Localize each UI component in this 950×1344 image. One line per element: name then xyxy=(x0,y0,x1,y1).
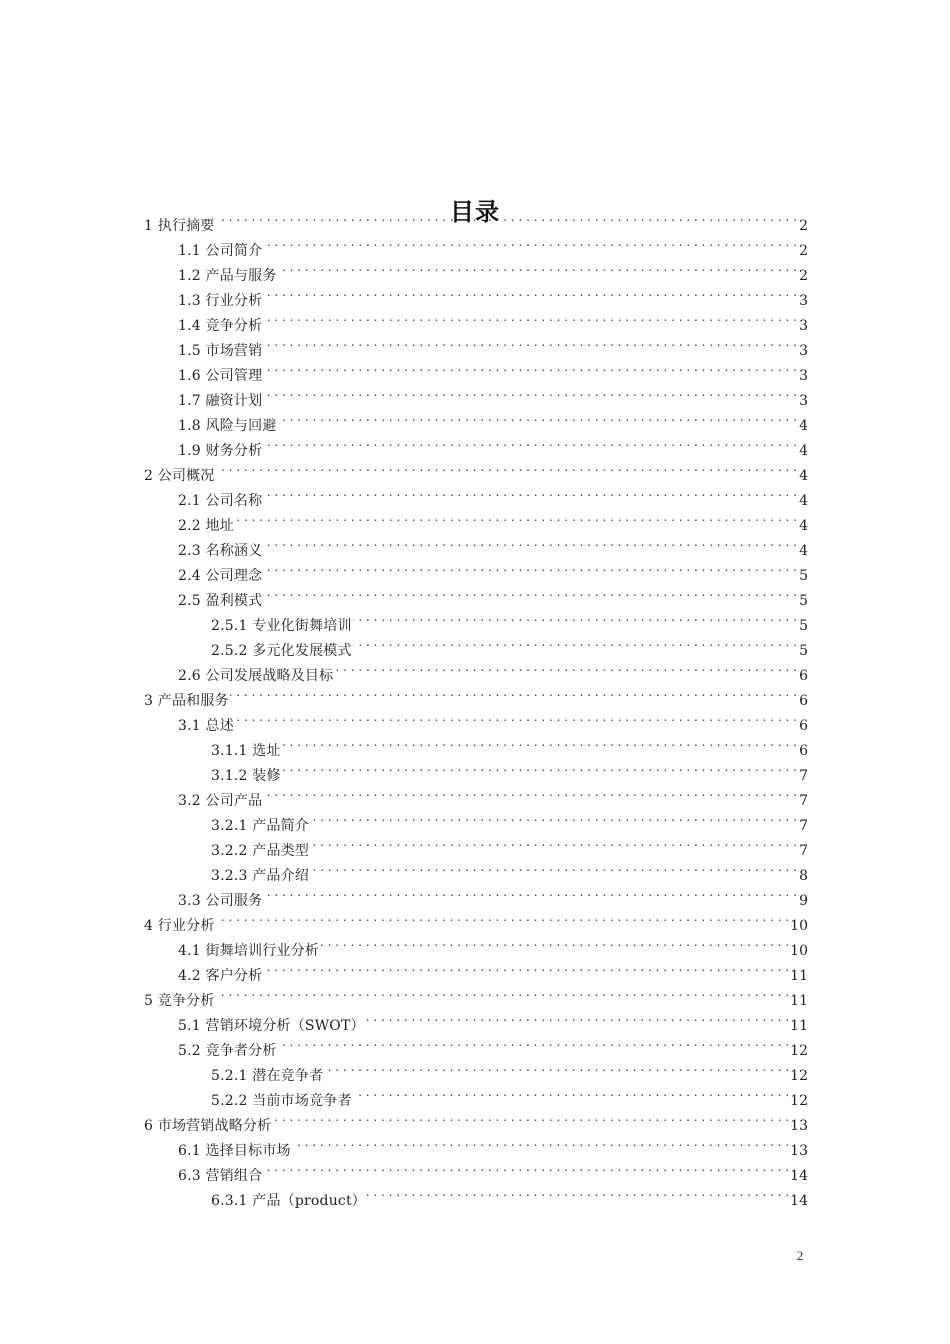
toc-entry[interactable] xyxy=(144,230,808,259)
toc-entry-label: 4 行业分析 xyxy=(144,918,215,934)
toc-entry-label: 3.2.3 产品介绍 xyxy=(211,868,310,884)
toc-entry-page: 5 xyxy=(799,593,808,609)
toc-entry[interactable] xyxy=(144,480,808,509)
toc-entry-page: 12 xyxy=(790,1093,808,1109)
toc-entry[interactable] xyxy=(144,705,808,734)
toc-entry-label: 6.1 选择目标市场 xyxy=(178,1143,291,1159)
toc-dot-leader xyxy=(216,905,790,930)
toc-entry-label: 1.8 风险与回避 xyxy=(178,418,277,434)
toc-entry-page: 9 xyxy=(799,893,808,909)
toc-dot-leader xyxy=(353,630,797,655)
toc-dot-leader xyxy=(310,805,797,830)
toc-entry-label: 3.1.1 选址 xyxy=(211,743,281,759)
page-number: 2 xyxy=(796,1248,804,1263)
toc-entry-label: 1.4 竞争分析 xyxy=(178,318,263,334)
toc-entry-page: 3 xyxy=(799,318,808,334)
toc-entry-label: 2.5.1 专业化街舞培训 xyxy=(211,618,352,634)
toc-dot-leader xyxy=(310,855,797,880)
toc-entry[interactable] xyxy=(144,205,808,234)
toc-dot-leader xyxy=(235,505,797,530)
toc-entry-label: 2.5.2 多元化发展模式 xyxy=(211,643,352,659)
toc-dot-leader xyxy=(366,1005,789,1030)
toc-dot-leader xyxy=(263,530,797,555)
toc-entry-page: 4 xyxy=(799,543,808,559)
toc-dot-leader xyxy=(263,305,797,330)
toc-entry-page: 10 xyxy=(790,943,808,959)
toc-entry-label: 2.2 地址 xyxy=(178,518,234,534)
toc-entry-page: 11 xyxy=(790,993,808,1009)
toc-entry-page: 4 xyxy=(799,493,808,509)
toc-entry-page: 4 xyxy=(799,418,808,434)
toc-entry-page: 3 xyxy=(799,393,808,409)
toc-dot-leader xyxy=(216,455,797,480)
toc-dot-leader xyxy=(263,580,797,605)
toc-dot-leader xyxy=(292,1130,789,1155)
table-of-contents xyxy=(144,205,808,1209)
toc-entry-page: 7 xyxy=(799,818,808,834)
toc-dot-leader xyxy=(263,555,797,580)
toc-dot-leader xyxy=(320,930,789,955)
toc-entry-label: 2.3 名称涵义 xyxy=(178,543,263,559)
toc-entry-page: 11 xyxy=(790,968,808,984)
toc-dot-leader xyxy=(263,880,797,905)
toc-entry-page: 4 xyxy=(799,518,808,534)
toc-entry-label: 3.1 总述 xyxy=(178,718,234,734)
toc-entry-label: 2.1 公司名称 xyxy=(178,493,263,509)
toc-dot-leader xyxy=(263,430,797,455)
toc-entry-label: 4.2 客户分析 xyxy=(178,968,263,984)
toc-entry[interactable] xyxy=(144,980,808,1009)
toc-dot-leader xyxy=(310,830,797,855)
toc-dot-leader xyxy=(272,1105,789,1130)
toc-entry-page: 6 xyxy=(799,718,808,734)
toc-entry-label: 6.3.1 产品（product） xyxy=(211,1193,367,1209)
toc-entry-page: 4 xyxy=(799,443,808,459)
toc-entry-label: 3.2.2 产品类型 xyxy=(211,843,310,859)
toc-entry-label: 4.1 街舞培训行业分析 xyxy=(178,943,320,959)
toc-title: 目录 xyxy=(450,198,500,226)
toc-entry-label: 1.5 市场营销 xyxy=(178,343,263,359)
toc-dot-leader xyxy=(216,980,790,1005)
toc-entry-label: 5.2 竞争者分析 xyxy=(178,1043,277,1059)
toc-entry-label: 1.7 融资计划 xyxy=(178,393,263,409)
toc-entry[interactable] xyxy=(144,505,808,534)
toc-entry-page: 6 xyxy=(799,743,808,759)
toc-dot-leader xyxy=(263,330,797,355)
toc-entry[interactable] xyxy=(144,730,808,759)
toc-entry-page: 7 xyxy=(799,793,808,809)
toc-entry-label: 3 产品和服务 xyxy=(144,693,229,709)
toc-dot-leader xyxy=(230,680,797,705)
toc-entry-label: 3.1.2 装修 xyxy=(211,768,281,784)
toc-dot-leader xyxy=(263,955,789,980)
toc-entry-page: 4 xyxy=(799,468,808,484)
toc-entry-page: 14 xyxy=(790,1168,808,1184)
toc-dot-leader xyxy=(263,480,797,505)
toc-entry-page: 3 xyxy=(799,343,808,359)
toc-entry-label: 1.9 财务分析 xyxy=(178,443,263,459)
toc-entry[interactable] xyxy=(144,455,808,484)
toc-entry-label: 3.2.1 产品简介 xyxy=(211,818,310,834)
toc-dot-leader xyxy=(353,1080,790,1105)
toc-entry-page: 5 xyxy=(799,568,808,584)
toc-entry-page: 14 xyxy=(790,1193,808,1209)
toc-entry-page: 12 xyxy=(790,1043,808,1059)
toc-entry-label: 3.3 公司服务 xyxy=(178,893,263,909)
toc-entry[interactable] xyxy=(144,530,808,559)
toc-dot-leader xyxy=(282,755,797,780)
toc-dot-leader xyxy=(367,1180,789,1205)
toc-entry-label: 1.1 公司简介 xyxy=(178,243,263,259)
toc-entry-page: 2 xyxy=(799,218,808,234)
toc-entry-page: 6 xyxy=(799,693,808,709)
toc-entry-label: 1 执行摘要 xyxy=(144,218,215,234)
toc-entry-page: 2 xyxy=(799,243,808,259)
toc-dot-leader xyxy=(278,1030,790,1055)
toc-entry-page: 3 xyxy=(799,368,808,384)
toc-entry-label: 2.6 公司发展战略及目标 xyxy=(178,668,334,684)
toc-entry-label: 5 竞争分析 xyxy=(144,993,215,1009)
toc-entry-page: 5 xyxy=(799,618,808,634)
toc-entry-label: 1.2 产品与服务 xyxy=(178,268,277,284)
toc-entry-page: 7 xyxy=(799,843,808,859)
toc-entry[interactable] xyxy=(144,1005,808,1034)
toc-entry-label: 3.2 公司产品 xyxy=(178,793,263,809)
toc-entry-page: 2 xyxy=(799,268,808,284)
toc-dot-leader xyxy=(263,1155,789,1180)
toc-entry-label: 6 市场营销战略分析 xyxy=(144,1118,272,1134)
toc-entry-page: 6 xyxy=(799,668,808,684)
toc-entry-label: 5.1 营销环境分析（SWOT） xyxy=(178,1018,365,1034)
toc-dot-leader xyxy=(263,230,797,255)
toc-entry-page: 3 xyxy=(799,293,808,309)
toc-entry-label: 1.3 行业分析 xyxy=(178,293,263,309)
toc-dot-leader xyxy=(263,280,797,305)
toc-entry-page: 10 xyxy=(790,918,808,934)
toc-dot-leader xyxy=(324,1055,789,1080)
toc-dot-leader xyxy=(263,780,797,805)
toc-dot-leader xyxy=(216,205,797,230)
toc-entry-page: 5 xyxy=(799,643,808,659)
toc-dot-leader xyxy=(263,355,797,380)
toc-entry[interactable] xyxy=(144,930,808,959)
toc-entry-label: 2.5 盈利模式 xyxy=(178,593,263,609)
toc-dot-leader xyxy=(282,730,797,755)
toc-entry-page: 13 xyxy=(790,1118,808,1134)
toc-entry-label: 2 公司概况 xyxy=(144,468,215,484)
toc-entry-label: 5.2.2 当前市场竞争者 xyxy=(211,1093,352,1109)
toc-entry[interactable] xyxy=(144,905,808,934)
toc-dot-leader xyxy=(353,605,797,630)
toc-entry-label: 6.3 营销组合 xyxy=(178,1168,263,1184)
toc-entry-page: 12 xyxy=(790,1068,808,1084)
toc-entry-label: 1.6 公司管理 xyxy=(178,368,263,384)
toc-dot-leader xyxy=(278,255,797,280)
toc-entry-page: 7 xyxy=(799,768,808,784)
toc-entry-page: 8 xyxy=(799,868,808,884)
toc-entry[interactable] xyxy=(144,680,808,709)
toc-entry-page: 11 xyxy=(790,1018,808,1034)
toc-entry-page: 13 xyxy=(790,1143,808,1159)
toc-dot-leader xyxy=(334,655,797,680)
toc-entry-label: 2.4 公司理念 xyxy=(178,568,263,584)
toc-dot-leader xyxy=(235,705,797,730)
toc-dot-leader xyxy=(278,405,797,430)
toc-entry-label: 5.2.1 潜在竞争者 xyxy=(211,1068,324,1084)
toc-dot-leader xyxy=(263,380,797,405)
